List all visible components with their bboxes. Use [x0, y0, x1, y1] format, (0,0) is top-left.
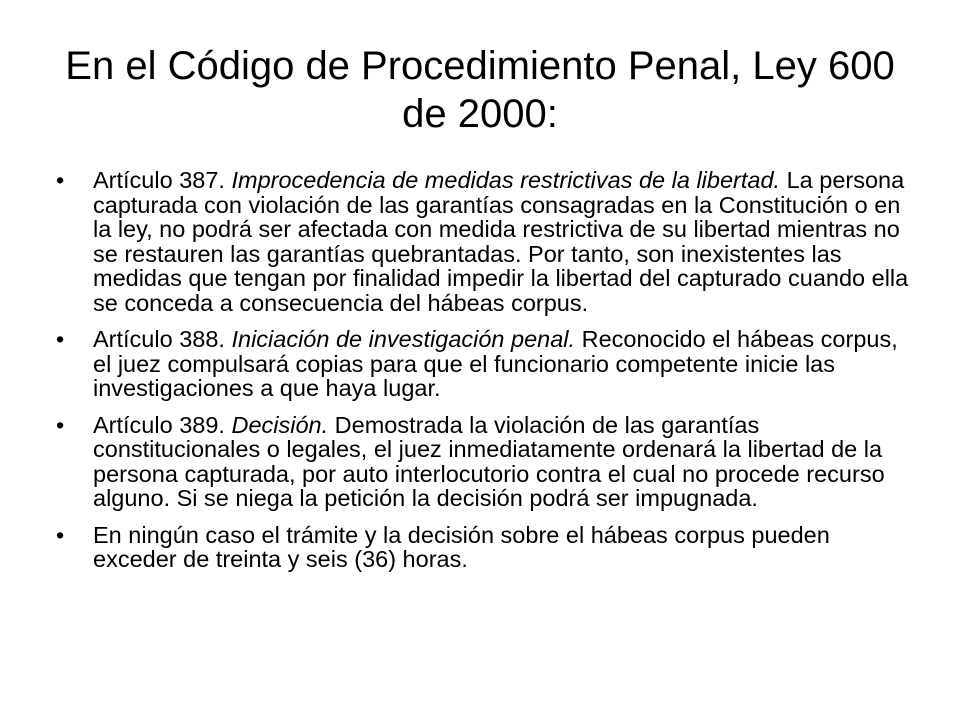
bullet-item-article-387: [56, 168, 916, 315]
bullet-item-time-limit: [56, 523, 916, 572]
bullet-icon: •: [56, 411, 65, 438]
bullet-icon: •: [56, 521, 65, 548]
bullet-item-article-388: [56, 327, 916, 401]
article-387-number: Artículo 387.: [93, 167, 232, 193]
article-387-text: La persona capturada con violación de las garantías consagradas en la Constitución o en la ley, no podrá ser afectada con medida restrictiva de su libertad mientras no se restauren las garantías quebrantadas. Por tanto, son inexistentes las medidas que tengan por finalidad impedir la libertad del capturado cuando ella se conceda a consecuencia del hábeas corpus.: [93, 167, 909, 316]
article-388-heading: Iniciación de investigación penal.: [231, 326, 576, 352]
article-389-text: Demostrada la violación de las garantías constitucionales o legales, el juez inmediatamente ordenará la libertad de la persona capturada, por auto interlocutorio contra el cual no procede recurso alguno. Si se niega la petición la decisión podrá ser impugnada.: [93, 411, 885, 511]
time-limit-text: En ningún caso el trámite y la decisión sobre el hábeas corpus pueden exceder de treinta y seis (36) horas.: [93, 521, 830, 572]
article-389-heading: Decisión.: [231, 411, 329, 438]
bullet-icon: •: [56, 167, 65, 193]
slide-title: En el Código de Procedimiento Penal, Ley 600 de 2000:: [65, 44, 895, 136]
bullet-list: [56, 168, 916, 584]
bullet-item-article-389: [56, 413, 916, 511]
article-388-text: Reconocido el hábeas corpus, el juez compulsará copias para que el funcionario competente inicie las investigaciones a que haya lugar.: [93, 326, 898, 401]
article-387-heading: Improcedencia de medidas restrictivas de la libertad.: [231, 167, 781, 193]
article-389-number: Artículo 389.: [93, 411, 232, 438]
bullet-icon: •: [56, 326, 65, 352]
article-388-number: Artículo 388.: [93, 326, 232, 352]
